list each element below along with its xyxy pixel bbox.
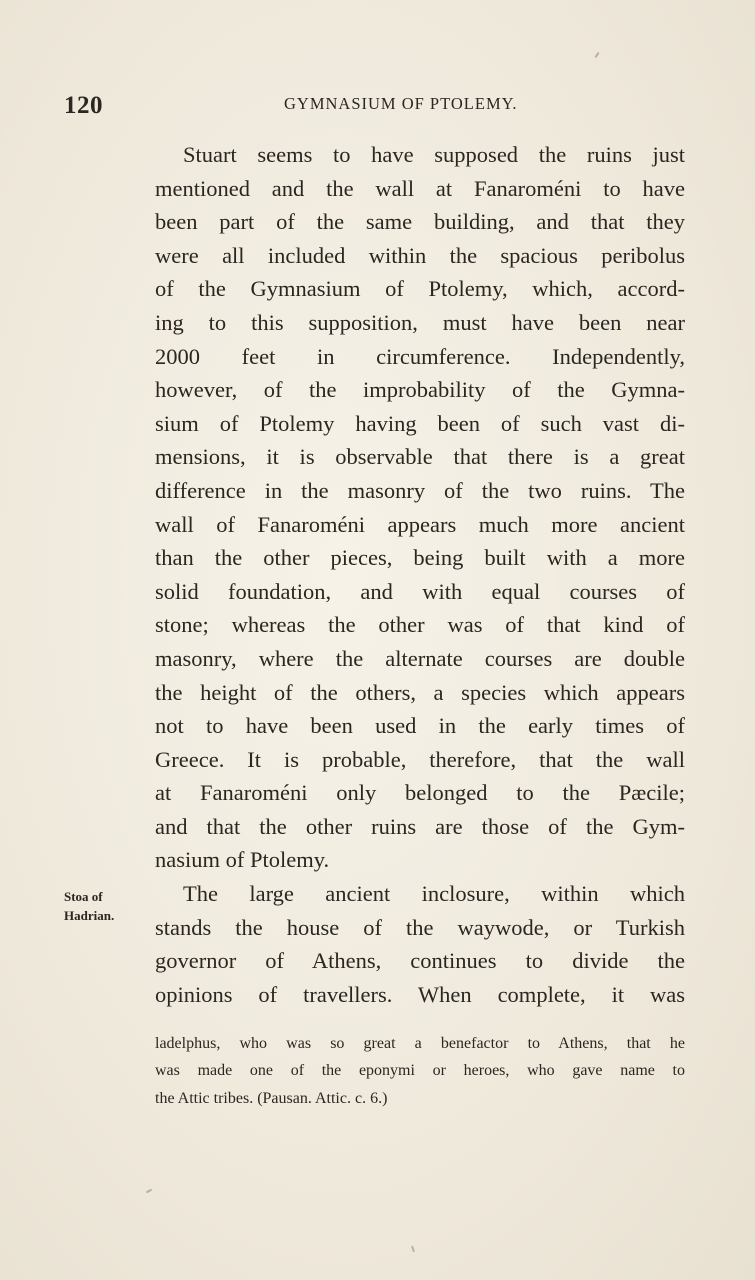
body-line: Greece. It is probable, therefore, that the wall xyxy=(155,746,685,772)
footnote-line: the Attic tribes. (Pausan. Attic. c. 6.) xyxy=(155,1089,388,1107)
paper-speck xyxy=(146,1189,152,1194)
body-line: mensions, it is observable that there is a great xyxy=(155,444,685,470)
marginal-note-line: Hadrian. xyxy=(64,908,115,923)
body-line: nasium of Ptolemy. xyxy=(155,847,330,873)
marginal-note xyxy=(64,887,114,925)
body-line: difference in the masonry of the two ruins. The xyxy=(155,477,685,503)
body-line: and that the other ruins are those of the Gym- xyxy=(155,813,685,839)
paper-speck xyxy=(594,52,599,58)
body-line: were all included within the spacious peribolus xyxy=(155,242,685,268)
body-line: ing to this supposition, must have been near xyxy=(155,309,685,335)
body-line: than the other pieces, being built with a more xyxy=(155,545,685,571)
running-head: GYMNASIUM OF PTOLEMY. xyxy=(284,94,518,113)
body-line: however, of the improbability of the Gymna- xyxy=(155,377,685,403)
page-number: 120 xyxy=(64,92,103,119)
body-line: stands the house of the waywode, or Turkish xyxy=(155,914,685,940)
body-line: been part of the same building, and that they xyxy=(155,209,685,235)
body-line: governor of Athens, continues to divide the xyxy=(155,948,685,974)
body-line: stone; whereas the other was of that kind of xyxy=(155,612,685,638)
body-text xyxy=(155,138,685,1011)
body-line: solid foundation, and with equal courses of xyxy=(155,578,685,604)
body-line: mentioned and the wall at Fanaroméni to have xyxy=(155,175,685,201)
body-line: The large ancient inclosure, within which xyxy=(183,881,685,907)
footnote-line: was made one of the eponymi or heroes, who gave name to xyxy=(155,1062,685,1080)
footnote xyxy=(155,1030,685,1112)
body-line: masonry, where the alternate courses are double xyxy=(155,645,685,671)
paper-speck xyxy=(411,1246,415,1252)
body-line: not to have been used in the early times of xyxy=(155,713,685,739)
marginal-note-line: Stoa of xyxy=(64,889,103,904)
body-line: at Fanaroméni only belonged to the Pæcile; xyxy=(155,780,685,806)
body-line: the height of the others, a species which appears xyxy=(155,679,685,705)
body-line: opinions of travellers. When complete, it was xyxy=(155,981,685,1007)
body-line: Stuart seems to have supposed the ruins just xyxy=(183,142,685,167)
body-line: of the Gymnasium of Ptolemy, which, accord- xyxy=(155,276,685,302)
body-line: sium of Ptolemy having been of such vast di- xyxy=(155,410,685,436)
body-line: wall of Fanaroméni appears much more ancient xyxy=(155,511,685,537)
footnote-line: ladelphus, who was so great a benefactor to Athens, that he xyxy=(155,1035,685,1052)
body-line: 2000 feet in circumference. Independently, xyxy=(155,343,685,369)
